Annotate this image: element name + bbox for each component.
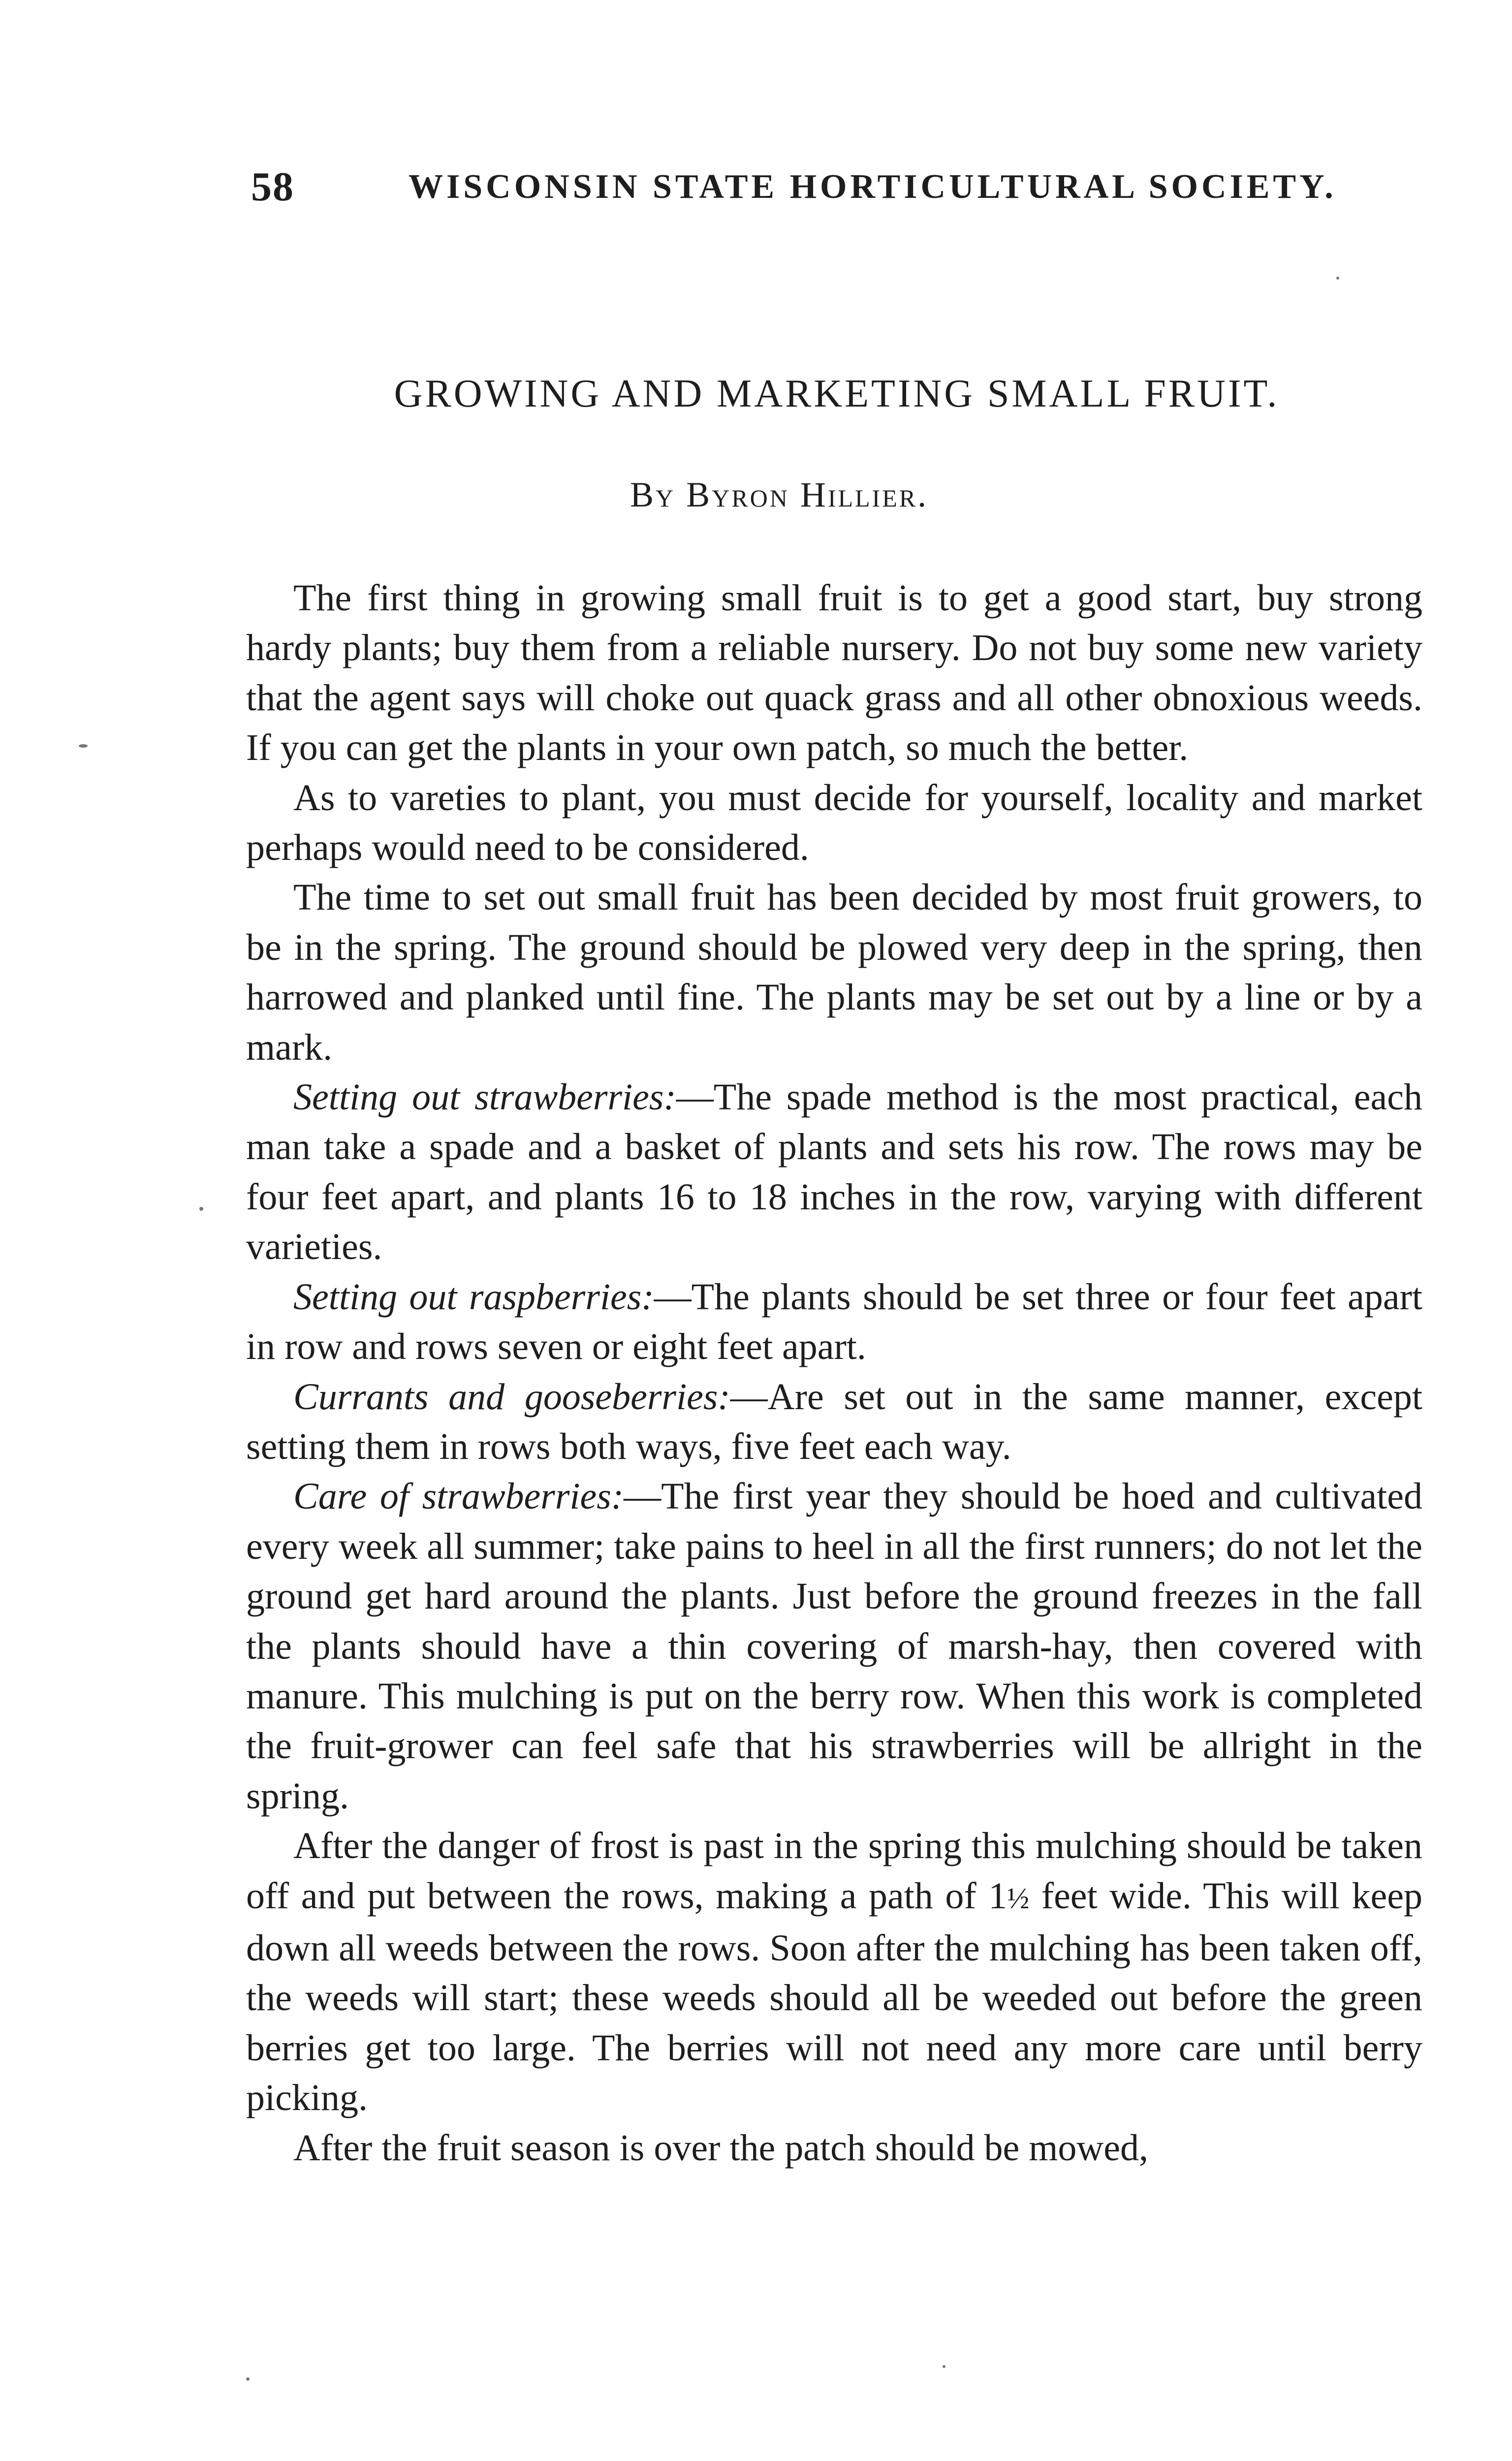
paragraph-2 <box>246 773 1422 873</box>
paragraph-text: feet wide. This will keep down all weeds between the rows. Soon after the mulching has been taken off, the weeds will start; these weeds should all be weeded out before the green berries get too large. The berries will not need any more care until berry picking. <box>246 1875 1423 2119</box>
paragraph-text: After the danger of frost is past in the spring this mulching should be taken off and put between the rows, making a path of 1 <box>246 1825 1422 1917</box>
paragraph-text: —The first year they should be hoed and cultivated every week all summer; take pains to heel in all the first runners; do not let the ground get hard around the plants. Just before the ground freezes in the fall the plants should have a thin covering of marsh-hay, then covered with manure. This mulching is put on the berry row. When this work is completed the fruit-grower can feel safe that his strawberries will be allright in the spring. <box>246 1476 1423 1817</box>
paragraph-text: —Are set out in the same manner, except setting them in rows both ways, five feet each way. <box>246 1376 1422 1467</box>
margin-speck <box>199 1207 203 1211</box>
fraction-half: ½ <box>1007 1882 1030 1915</box>
paragraph-text: —The plants should be set three or four feet apart in row and rows seven or eight feet apart. <box>246 1276 1422 1368</box>
paragraph-lead-in: Setting out strawberries: <box>293 1076 676 1118</box>
paragraph-lead-in: Setting out raspberries: <box>293 1276 654 1318</box>
paragraph-lead-in: Care of strawberries: <box>293 1476 624 1517</box>
paragraph-text: After the fruit season is over the patch should be mowed, <box>293 2127 1148 2169</box>
paragraph-8 <box>246 1821 1422 2123</box>
margin-speck <box>1336 277 1339 280</box>
paragraph-3 <box>246 873 1422 1073</box>
running-head <box>251 158 1432 217</box>
paragraph-1 <box>246 573 1422 773</box>
margin-speck <box>246 2377 250 2381</box>
paragraph-6 <box>246 1372 1422 1472</box>
paragraph-text: —The spade method is the most practical, each man take a spade and a basket of plants and sets his row. The rows may be four feet apart, and plants 16 to 18 inches in the row, varying with different varieties. <box>246 1076 1422 1268</box>
paragraph-text: The first thing in growing small fruit is to get a good start, buy strong hardy plants; buy them from a reliable nursery. Do not buy some new variety that the agent says will choke out quack grass and all other obnoxious weeds. If you can get the plants in your own patch, so much the better. <box>246 577 1422 769</box>
paragraph-text: As to vareties to plant, you must decide for yourself, locality and market perhaps would need to be considered. <box>246 777 1422 869</box>
page-number: 58 <box>251 164 294 210</box>
paragraph-text: The time to set out small fruit has been decided by most fruit growers, to be in the spring. The ground should be plowed very deep in the spring, then harrowed and planked until fine. The plants may be set out by a line or by a mark. <box>246 877 1422 1068</box>
margin-speck <box>943 2365 945 2368</box>
paragraph-7 <box>246 1472 1422 1821</box>
article-body <box>246 573 1422 2173</box>
article-byline: By Byron Hillier. <box>630 475 929 514</box>
article-title: GROWING AND MARKETING SMALL FRUIT. <box>394 372 1280 415</box>
running-title: WISCONSIN STATE HORTICULTURAL SOCIETY. <box>409 168 1337 206</box>
margin-speck <box>79 744 88 748</box>
paragraph-9 <box>246 2123 1422 2173</box>
paragraph-4 <box>246 1073 1422 1272</box>
paragraph-lead-in: Currants and gooseberries: <box>293 1376 730 1418</box>
paragraph-5 <box>246 1272 1422 1372</box>
